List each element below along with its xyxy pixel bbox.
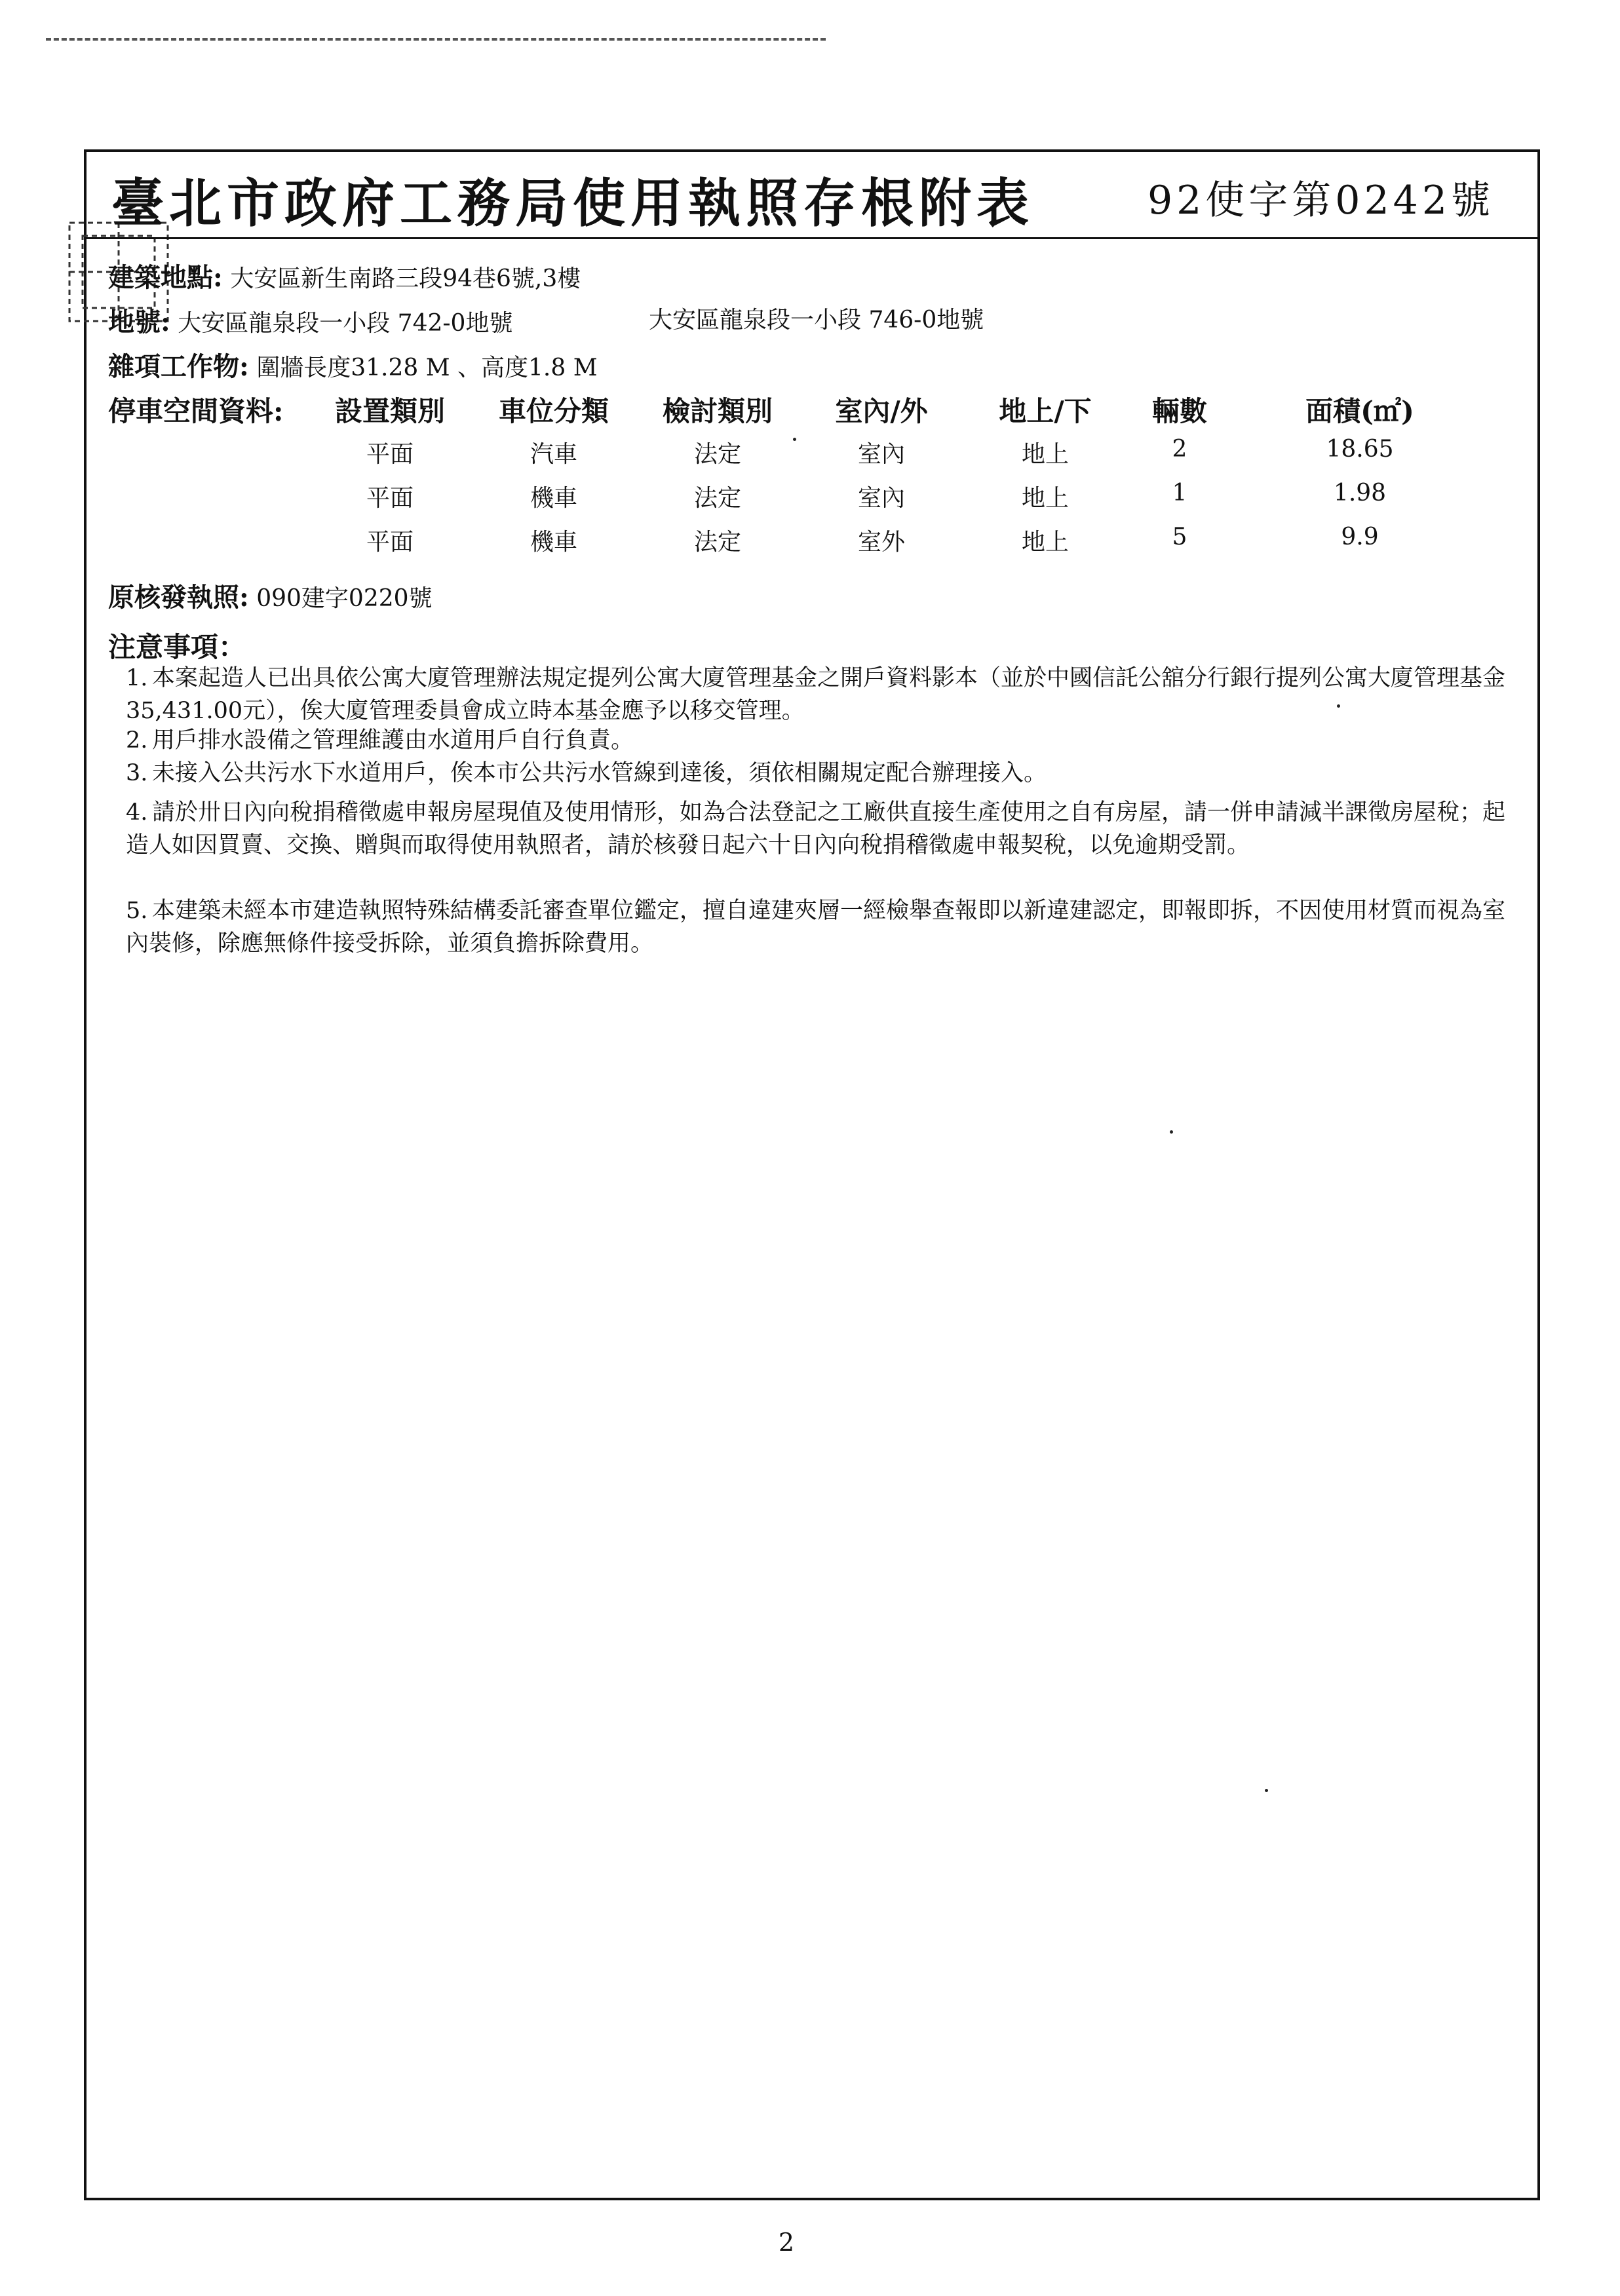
cell-review-type: 法定 — [693, 441, 741, 468]
original-permit-row — [108, 577, 433, 614]
note-item — [126, 894, 1522, 960]
note-item — [126, 724, 1522, 757]
cell-indoor-outdoor: 室內 — [857, 485, 905, 512]
header-above-below: 地上/下 — [999, 395, 1092, 427]
original-permit-value: 090建字0220號 — [256, 585, 433, 612]
header-space-type: 車位分類 — [498, 395, 609, 427]
note-item — [126, 796, 1522, 862]
scan-speck — [793, 438, 796, 441]
lot-value-2: 大安區龍泉段一小段 746-0地號 — [649, 307, 984, 334]
scan-speck — [1170, 1130, 1173, 1134]
header-count: 輛數 — [1151, 395, 1207, 427]
title-row — [105, 157, 1494, 234]
note-item — [126, 662, 1522, 727]
cell-review-type: 法定 — [693, 529, 741, 556]
lot-label: 地號: — [108, 307, 170, 337]
note-item — [126, 757, 1522, 790]
document-title: 臺北市政府工務局使用執照存根附表 — [111, 172, 1034, 234]
cell-space-type: 機車 — [530, 485, 577, 512]
cell-above-below: 地上 — [1021, 529, 1069, 556]
title-divider — [84, 237, 1540, 239]
note-text: 本案起造人已出具依公寓大廈管理辦法規定提列公寓大廈管理基金之開戶資料影本（並於中國信託公舘分行銀行提列公寓大廈管理基金35,431.00元），俟大廈管理委員會成立時本基金應予以移交管理。 — [126, 665, 1506, 724]
misc-value: 圍牆長度31.28 M 、高度1.8 M — [256, 354, 598, 381]
header-area: 面積(㎡) — [1305, 395, 1414, 427]
notes-title: 注意事項： — [108, 631, 246, 663]
header-indoor-outdoor: 室內/外 — [835, 395, 928, 427]
cell-setup-type: 平面 — [366, 441, 414, 468]
cell-indoor-outdoor: 室外 — [857, 529, 905, 556]
cell-area: 18.65 — [1326, 436, 1394, 463]
note-number: 5. — [126, 898, 148, 924]
original-permit-label: 原核發執照: — [108, 582, 249, 613]
note-text: 用戶排水設備之管理維護由水道用戶自行負責。 — [152, 727, 634, 754]
scan-speck — [1337, 704, 1340, 708]
cell-space-type: 汽車 — [530, 441, 577, 468]
address-value: 大安區新生南路三段94巷6號,3樓 — [230, 265, 581, 292]
cell-count: 2 — [1172, 436, 1187, 463]
cell-above-below: 地上 — [1021, 485, 1069, 512]
cell-area: 1.98 — [1333, 480, 1387, 507]
cell-indoor-outdoor: 室內 — [857, 441, 905, 468]
lot-value-1: 大安區龍泉段一小段 742-0地號 — [178, 310, 513, 337]
cell-space-type: 機車 — [530, 529, 577, 556]
cell-review-type: 法定 — [693, 485, 741, 512]
note-number: 4. — [126, 799, 148, 826]
cell-above-below: 地上 — [1021, 441, 1069, 468]
permit-number: 92使字第0242號 — [1147, 178, 1494, 223]
address-row — [108, 257, 581, 294]
scan-edge-line — [46, 38, 826, 41]
note-text: 未接入公共污水下水道用戶，俟本市公共污水管線到達後，須依相關規定配合辦理接入。 — [152, 760, 1047, 786]
cell-setup-type: 平面 — [366, 485, 414, 512]
note-number: 1. — [126, 665, 148, 691]
misc-row — [108, 346, 598, 383]
note-number: 2. — [126, 727, 148, 754]
note-number: 3. — [126, 760, 148, 786]
cell-count: 5 — [1172, 524, 1187, 550]
header-setup-type: 設置類別 — [334, 395, 445, 427]
cell-count: 1 — [1172, 480, 1187, 507]
note-text: 請於卅日內向稅捐稽徵處申報房屋現值及使用情形，如為合法登記之工廠供直接生產使用之自有房屋，請一併申請減半課徵房屋稅；起造人如因買賣、交換、贈與而取得使用執照者，請於核發日起六十日內向稅捐稽徵處申報契稅，以免逾期受罰。 — [126, 799, 1506, 858]
note-text: 本建築未經本市建造執照特殊結構委託審查單位鑑定，擅自違建夾層一經檢舉查報即以新違建認定，即報即拆，不因使用材質而視為室內裝修，除應無條件接受拆除，並須負擔拆除費用。 — [126, 898, 1506, 957]
lot-row — [108, 301, 512, 339]
cell-area: 9.9 — [1341, 524, 1379, 550]
address-label: 建築地點: — [108, 262, 223, 293]
cell-setup-type: 平面 — [366, 529, 414, 556]
page-number: 2 — [778, 2228, 795, 2257]
parking-label: 停車空間資料: — [108, 395, 284, 427]
header-review-type: 檢討類別 — [662, 395, 773, 427]
misc-label: 雜項工作物: — [108, 351, 249, 382]
scan-speck — [1265, 1789, 1268, 1792]
